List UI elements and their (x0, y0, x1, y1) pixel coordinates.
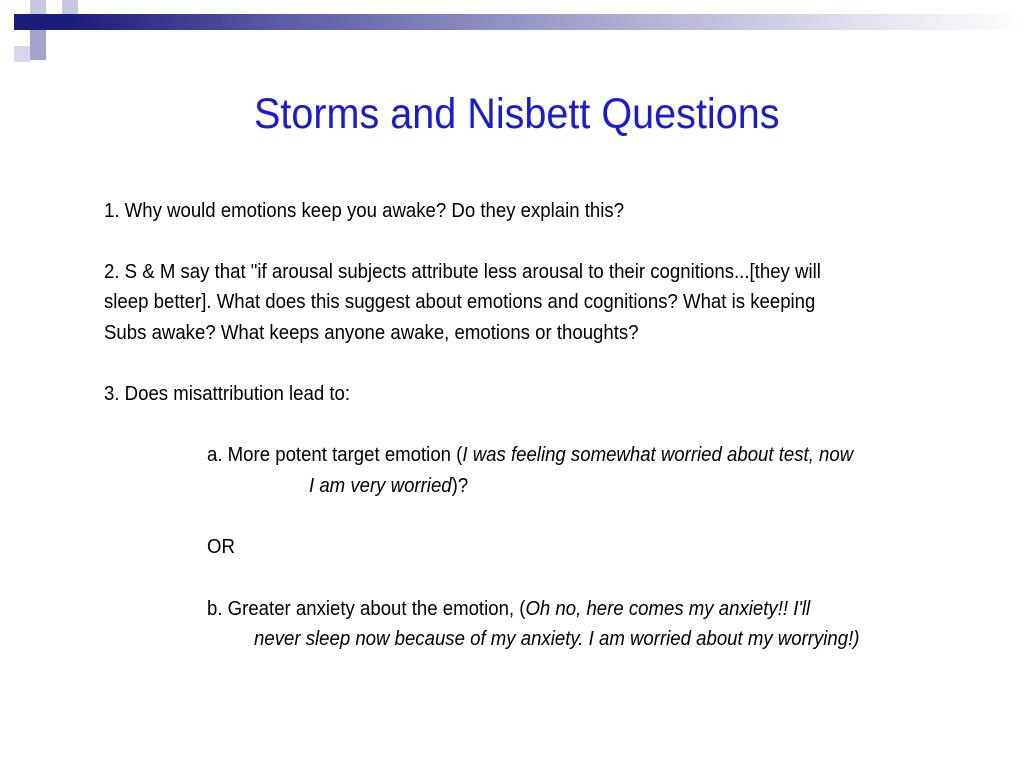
deco-square (14, 14, 30, 30)
or-text: OR (207, 536, 235, 558)
option-a-line-2 (309, 471, 468, 501)
deco-square (62, 0, 78, 14)
option-a-example-cont: I am very worried (309, 475, 452, 497)
question-2-line-3: Subs awake? What keeps anyone awake, emotions or thoughts? (104, 322, 639, 344)
option-a-line-1 (207, 440, 853, 470)
option-b-example-cont: never sleep now because of my anxiety. I am worried about my worrying!) (254, 628, 860, 650)
option-a-lead: a. More potent target emotion ( (207, 444, 463, 466)
header-gradient-bar (30, 14, 1024, 30)
deco-square (30, 0, 46, 14)
option-b-line-2 (254, 624, 859, 654)
option-a-tail: )? (451, 475, 469, 497)
question-1: 1. Why would emotions keep you awake? Do they explain this? (104, 200, 625, 222)
option-a-example: I was feeling somewhat worried about test, now (462, 444, 854, 466)
deco-square (30, 30, 46, 46)
question-3: 3. Does misattribution lead to: (104, 383, 351, 405)
page-title: Storms and Nisbett Questions (254, 90, 780, 138)
option-b-lead: b. Greater anxiety about the emotion, ( (207, 598, 526, 620)
option-b-line-1 (207, 594, 810, 624)
option-b-example: Oh no, here comes my anxiety!! I'll (525, 598, 811, 620)
question-2-line-1: 2. S & M say that "if arousal subjects attribute less arousal to their cognitions...[they will (104, 261, 821, 283)
deco-square (30, 46, 46, 60)
deco-square (14, 46, 30, 62)
question-2-line-2: sleep better]. What does this suggest about emotions and cognitions? What is keeping (104, 291, 816, 313)
